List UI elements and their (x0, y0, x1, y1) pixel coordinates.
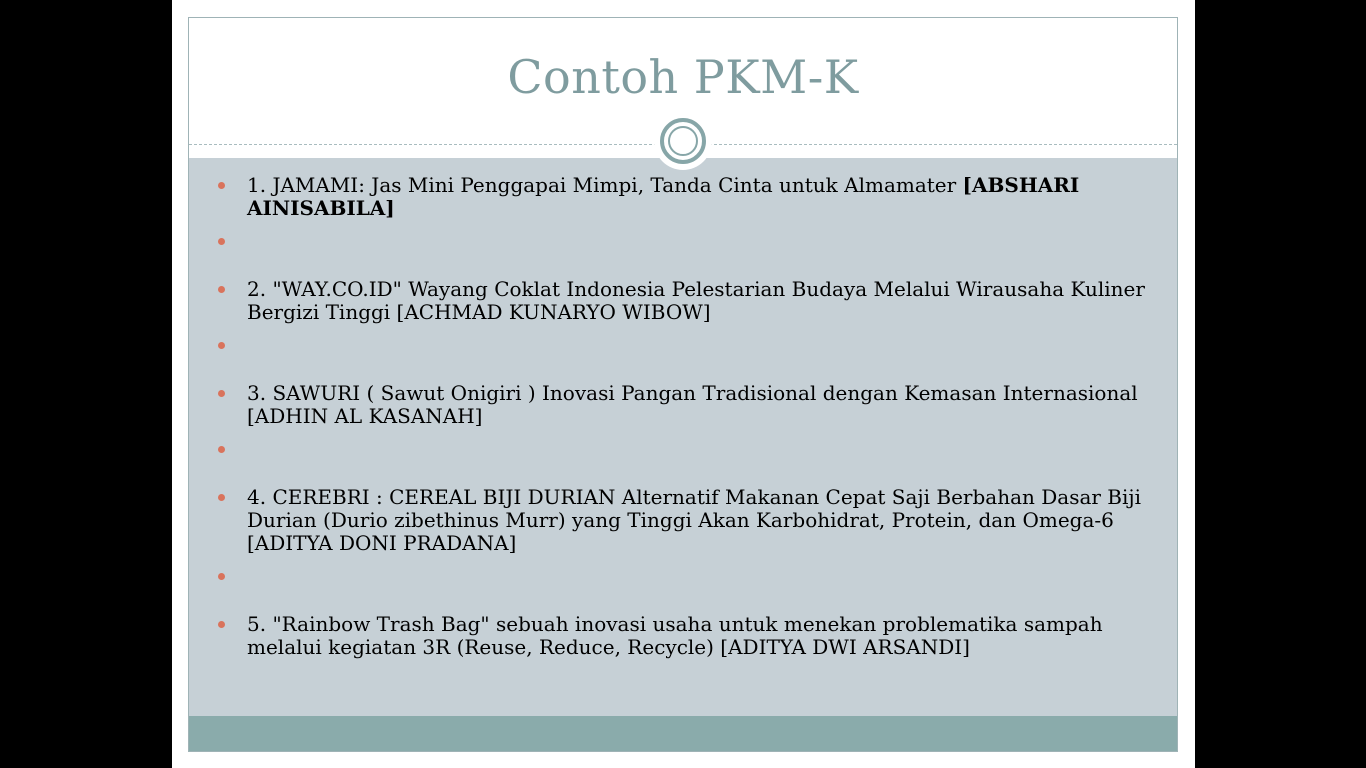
bullet-dot-icon (218, 286, 225, 293)
bullet-list (189, 158, 1177, 716)
bullet-dot-icon (218, 573, 225, 580)
double-ring-circle-icon (654, 112, 712, 170)
bullet-dot-icon (218, 342, 225, 349)
bullet-text (247, 174, 1147, 220)
footer-band (189, 716, 1177, 751)
slide-title: Contoh PKM-K (507, 50, 859, 104)
bullet-dot-icon (218, 182, 225, 189)
content-area (189, 158, 1177, 716)
bullet-dot-icon (218, 621, 225, 628)
bullet-text: 2. "WAY.CO.ID" Wayang Coklat Indonesia Pelestarian Budaya Melalui Wirausaha Kuliner Bergizi Tinggi [ACHMAD KUNARYO WIBOW] (247, 277, 1145, 324)
bullet-dot-icon (218, 494, 225, 501)
bullet-text: 5. "Rainbow Trash Bag" sebuah inovasi usaha untuk menekan problematika sampah melalui kegiatan 3R (Reuse, Reduce, Recycle) [ADITYA DWI ARSANDI] (247, 612, 1103, 659)
bullet-text-plain: 1. JAMAMI: Jas Mini Penggapai Mimpi, Tanda Cinta untuk Almamater (247, 173, 963, 197)
inner-ring (668, 126, 698, 156)
slide (188, 17, 1178, 752)
bullet-text: 3. SAWURI ( Sawut Onigiri ) Inovasi Pangan Tradisional dengan Kemasan Internasional [ADHIN AL KASANAH] (247, 381, 1138, 428)
outer-ring (660, 118, 706, 164)
bullet-dot-icon (218, 446, 225, 453)
bullet-dot-icon (218, 238, 225, 245)
bullet-dot-icon (218, 390, 225, 397)
bullet-text: 4. CEREBRI : CEREAL BIJI DURIAN Alternatif Makanan Cepat Saji Berbahan Dasar Biji Durian (Durio zibethinus Murr) yang Tinggi Akan Karbohidrat, Protein, dan Omega-6 [ADITYA DONI PRADANA] (247, 485, 1141, 555)
bullet-text-bold: [ABSHARI AINISABILA] (247, 173, 1080, 220)
